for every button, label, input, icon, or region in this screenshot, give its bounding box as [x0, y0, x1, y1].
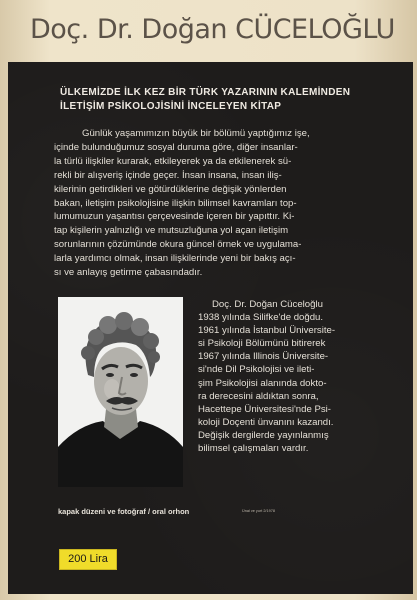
- author-portrait-image: [58, 297, 183, 487]
- book-description: [54, 127, 402, 280]
- description-line: sorunlarının çözümünde okura güncel örnek ve uygulama-: [54, 239, 302, 251]
- price-label: 200 Lira: [59, 549, 117, 570]
- printer-note: Ünal ve yurt 2/1978: [242, 509, 275, 513]
- bio-line: Hacettepe Üniversitesi'nde Psi-: [198, 403, 332, 415]
- bio-line: 1961 yılında İstanbul Üniversite-: [198, 325, 336, 337]
- author-biography: [198, 298, 408, 455]
- description-line: sı ve anlayış getirme çabasındadır.: [54, 267, 203, 279]
- headline: [60, 86, 390, 114]
- description-line: rekli bir alışveriş içinde geçer. İnsan insana, insan iliş-: [54, 169, 282, 181]
- bio-line: 1938 yılında Silifke'de doğdu.: [198, 312, 324, 324]
- headline-line: İLETİŞİM PSİKOLOJİSİNİ İNCELEYEN KİTAP: [60, 101, 282, 112]
- bio-line: si Psikoloji Bölümünü bitirerek: [198, 338, 326, 350]
- bio-line: koloji Doçenti ünvanını kazandı.: [198, 416, 334, 428]
- bio-line: bilimsel çalışmaları vardır.: [198, 443, 309, 455]
- author-name-header: Doç. Dr. Doğan CÜCELOĞLU: [30, 14, 395, 45]
- bio-line: ra derecesini aldıktan sonra,: [198, 390, 319, 402]
- description-line: kilerinin getirdikleri ve götürdüklerine değişik yönlerden: [54, 183, 287, 195]
- bio-line: şim Psikolojisi alanında dokto-: [198, 377, 327, 389]
- bio-line: Değişik dergilerde yayınlanmış: [198, 429, 329, 441]
- description-line: Günlük yaşamımızın büyük bir bölümü yaptığımız işe,: [82, 128, 310, 139]
- bio-line: 1967 yılında Illinois Üniversite-: [198, 351, 329, 363]
- description-line: bakan, iletişim psikolojisine ilişkin bilimsel kavramları top-: [54, 197, 297, 209]
- description-line: tap kişilerin yalnızlığı ve mutsuzluğuna yol açan iletişim: [54, 225, 289, 237]
- bio-line: si'nde Dil Psikolojisi ve ileti-: [198, 364, 315, 376]
- headline-line: ÜLKEMİZDE İLK KEZ BİR TÜRK YAZARININ KALEMİNDEN: [60, 87, 351, 98]
- description-line: içinde bulunduğumuz sosyal duruma göre, diğer insanlar-: [54, 141, 298, 153]
- description-line: larla yardımcı olmak, insan ilişkilerinde yeni bir bakış açı-: [54, 253, 296, 265]
- bio-line: Doç. Dr. Doğan Cüceloğlu: [212, 299, 323, 310]
- cover-design-credit: kapak düzeni ve fotoğraf / oral orhon: [58, 507, 190, 516]
- author-photo: [58, 297, 183, 487]
- dark-text-panel: [8, 62, 413, 594]
- description-line: la türlü ilişkiler kurarak, etkileyerek ya da etkilenerek sü-: [54, 155, 292, 167]
- description-line: lumumuzun yaşantısı çerçevesinde içeren bir yapıttır. Ki-: [54, 211, 295, 223]
